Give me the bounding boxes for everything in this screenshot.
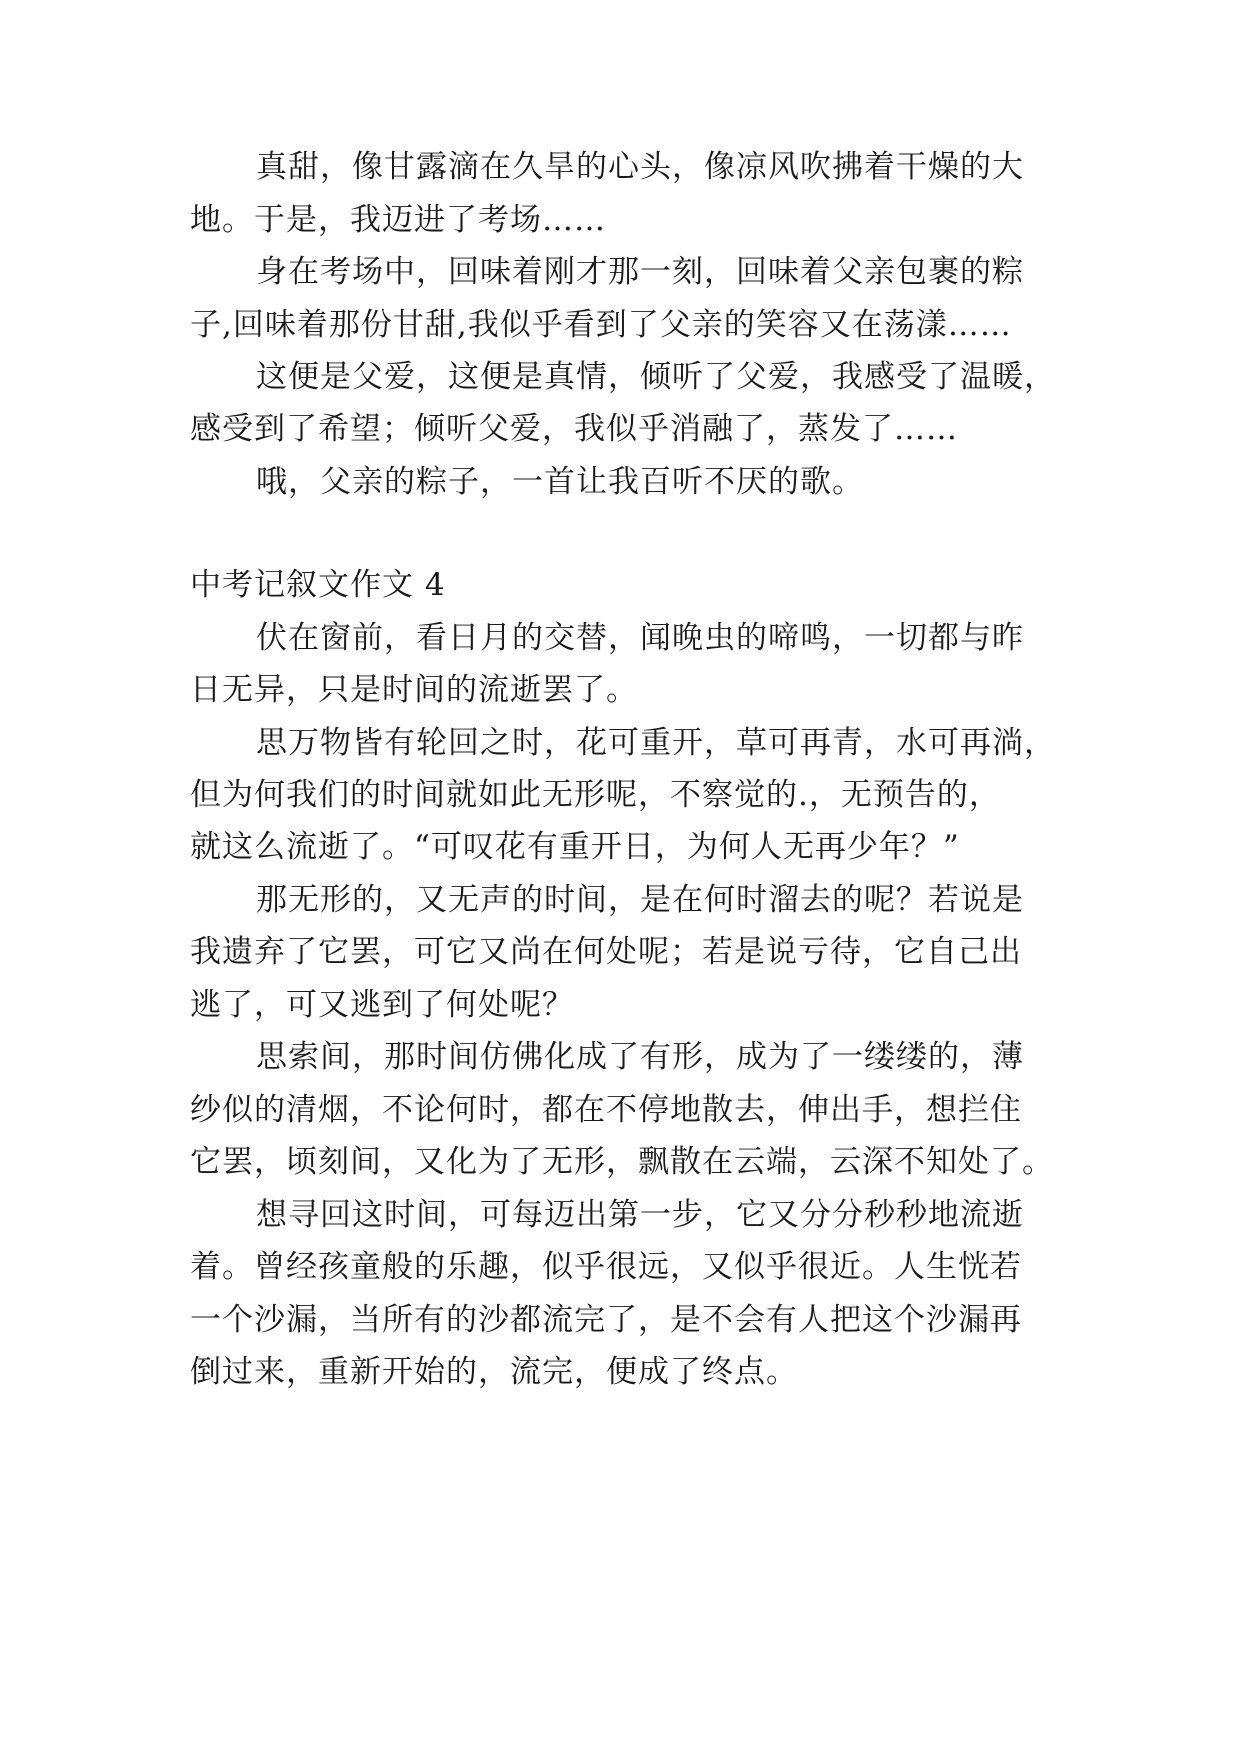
paragraph-line: 我遗弃了它罢，可它又尚在何处呢；若是说亏待，它自己出 <box>190 934 1022 970</box>
paragraph-line: 思万物皆有轮回之时，花可重开，草可再青，水可再淌， <box>256 725 1056 761</box>
paragraph-line: 日无异，只是时间的流逝罢了。 <box>190 672 638 708</box>
paragraph-line: 倒过来，重新开始的，流完，便成了终点。 <box>190 1354 798 1390</box>
paragraph-line: 想寻回这时间，可每迈出第一步，它又分分秒秒地流逝 <box>256 1197 1024 1233</box>
paragraph-line: 地。于是，我迈进了考场…… <box>190 202 606 238</box>
paragraph-line: 感受到了希望；倾听父爱，我似乎消融了，蒸发了…… <box>190 411 958 447</box>
paragraph-line: 着。曾经孩童般的乐趣，似乎很远，又似乎很近。人生恍若 <box>190 1249 1022 1285</box>
paragraph-line: 真甜，像甘露滴在久旱的心头，像凉风吹拂着干燥的大 <box>256 149 1024 185</box>
paragraph-line: 身在考场中，回味着刚才那一刻，回味着父亲包裹的粽 <box>256 254 1024 290</box>
section-title: 中考记叙文作文 4 <box>190 567 446 603</box>
paragraph-line: 伏在窗前，看日月的交替，闻晚虫的啼鸣，一切都与昨 <box>256 620 1024 656</box>
paragraph-line: 逃了，可又逃到了何处呢？ <box>190 987 574 1023</box>
paragraph-line: 一个沙漏，当所有的沙都流完了，是不会有人把这个沙漏再 <box>190 1302 1022 1338</box>
paragraph-line: 子,回味着那份甘甜,我似乎看到了父亲的笑容又在荡漾…… <box>190 307 1012 343</box>
paragraph-line: 但为何我们的时间就如此无形呢，不察觉的.，无预告的， <box>190 777 1001 813</box>
paragraph-line: 哦，父亲的粽子，一首让我百听不厌的歌。 <box>256 464 864 500</box>
paragraph-line: 纱似的清烟，不论何时，都在不停地散去，伸出手，想拦住 <box>190 1092 1022 1128</box>
paragraph-line: 这便是父爱，这便是真情，倾听了父爱，我感受了温暖， <box>256 359 1056 395</box>
paragraph-line: 那无形的，又无声的时间，是在何时溜去的呢？若说是 <box>256 882 1024 918</box>
paragraph-line: 它罢，顷刻间，又化为了无形，飘散在云端，云深不知处了。 <box>190 1144 1054 1180</box>
paragraph-line: 就这么流逝了。“可叹花有重开日，为何人无再少年？” <box>190 829 960 865</box>
paragraph-line: 思索间，那时间仿佛化成了有形，成为了一缕缕的，薄 <box>256 1039 1024 1075</box>
